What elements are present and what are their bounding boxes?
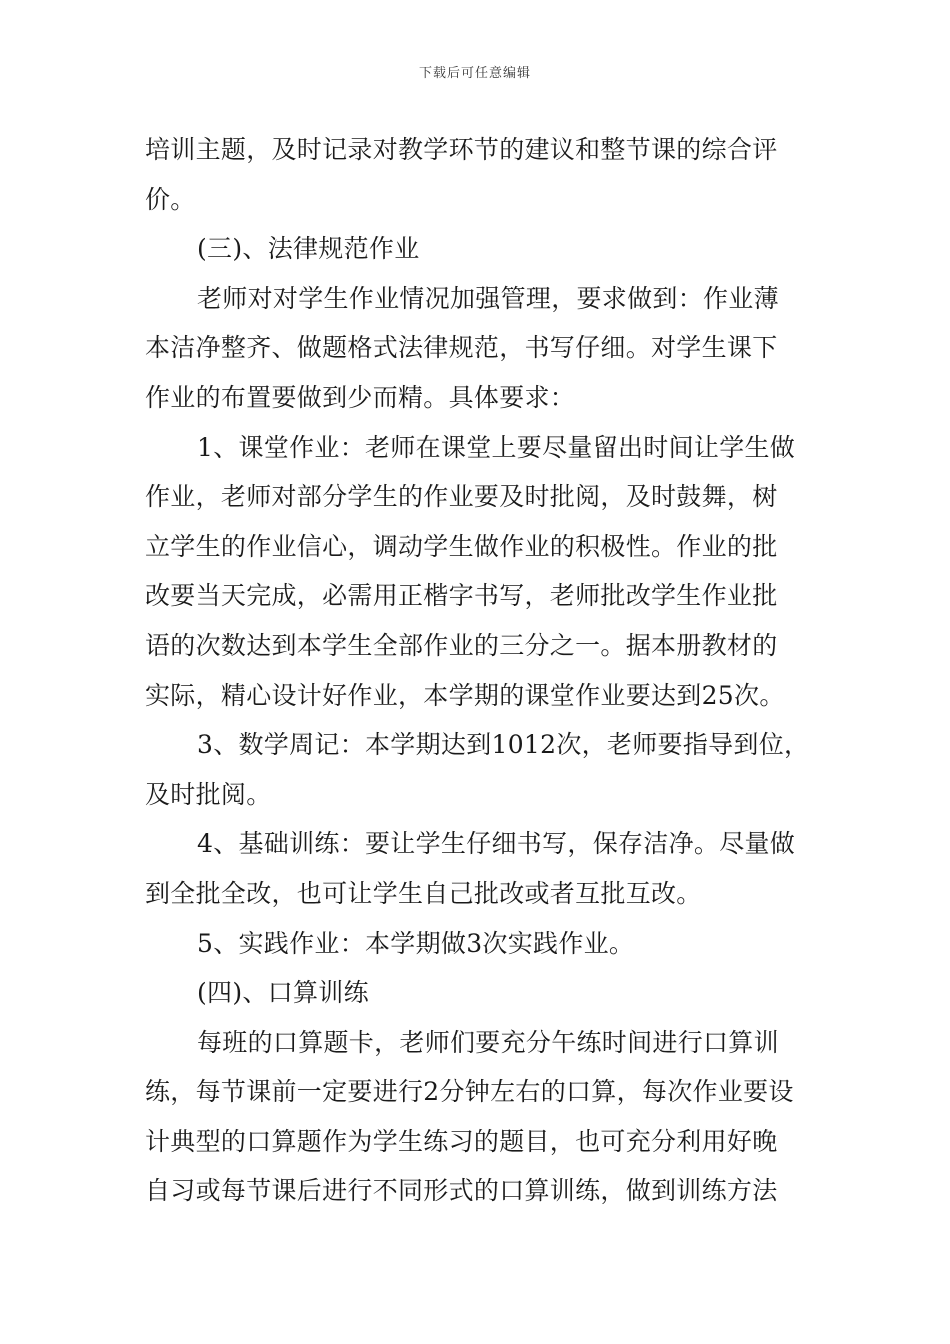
text-line: 改要当天完成，必需用正楷字书写，老师批改学生作业批: [145, 581, 778, 611]
document-body: [145, 125, 810, 1216]
text-line: 实际，精心设计好作业，本学期的课堂作业要达到25次。: [145, 680, 785, 710]
text-line: 自习或每节课后进行不同形式的口算训练，做到训练方法: [145, 1176, 778, 1206]
text-line: 培训主题，及时记录对教学环节的建议和整节课的综合评: [145, 135, 778, 164]
list-item-text: 5、实践作业：本学期做3次实践作业。: [197, 928, 635, 958]
text-line: 立学生的作业信心，调动学生做作业的积极性。作业的批: [145, 531, 778, 561]
text-line: 老师对对学生作业情况加强管理，要求做到：作业薄: [197, 283, 779, 313]
page-header: 下载后可任意编辑: [418, 66, 531, 81]
text-line: 练，每节课前一定要进行2分钟左右的口算，每次作业要设: [145, 1077, 794, 1107]
text-line: 及时批阅。: [145, 779, 272, 809]
section-heading: (三)、法律规范作业: [197, 234, 420, 264]
section-heading: (四)、口算训练: [197, 978, 369, 1008]
text-line: 语的次数达到本学生全部作业的三分之一。据本册教材的: [145, 630, 778, 660]
list-item-text: 3、数学周记：本学期达到1012次，老师要指导到位，: [197, 730, 810, 760]
text-line: 作业的布置要做到少而精。具体要求：: [145, 382, 576, 412]
text-line: 每班的口算题卡，老师们要充分午练时间进行口算训: [197, 1027, 779, 1057]
text-line: 作业，老师对部分学生的作业要及时批阅，及时鼓舞，树: [145, 482, 778, 512]
text-line: 到全批全改，也可让学生自己批改或者互批互改。: [145, 878, 702, 908]
text-line: 计典型的口算题作为学生练习的题目，也可充分利用好晚: [145, 1126, 778, 1156]
text-line: 价。: [145, 184, 196, 214]
text-line: 本洁净整齐、做题格式法律规范，书写仔细。对学生课下: [145, 333, 778, 363]
list-item-text: 1、课堂作业：老师在课堂上要尽量留出时间让学生做: [197, 432, 796, 462]
list-item-text: 4、基础训练：要让学生仔细书写，保存洁净。尽量做: [197, 829, 796, 859]
